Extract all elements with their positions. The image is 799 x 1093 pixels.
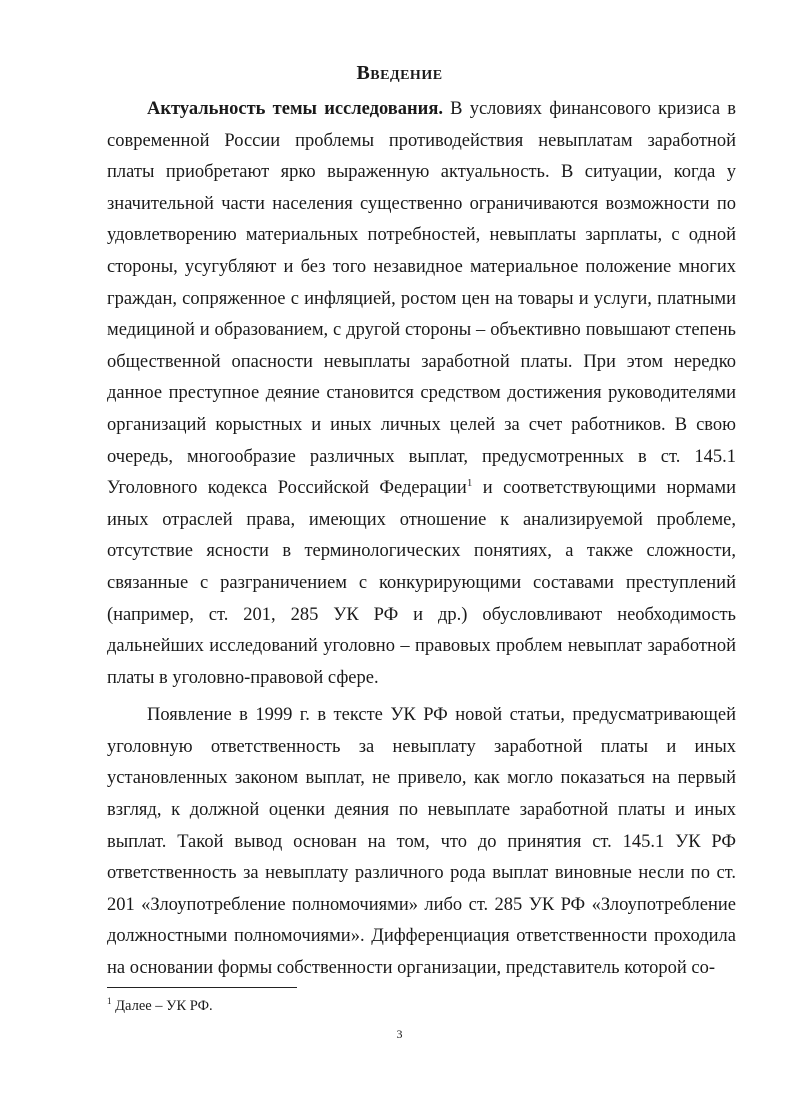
footnote-reference: 1 [466,476,473,489]
paragraph-text-part1: В условиях финансового кризиса в современной России проблемы противодействия невыплатам заработной платы приобретают ярко выраженную актуальность. В ситуации, когда у значительной части населения существенно ограничиваются возможности по удовлетворению материальных потребностей, невыплаты зарплаты, с одной стороны, усугубляют и без того незавидное материальное положение многих граждан, сопряженное с инфляцией, ростом цен на товары и услуги, платными медициной и образованием, с другой стороны – объективно повышают степень общественной опасности невыплаты заработной платы. При этом нередко данное преступное деяние становится средством достижения руководителями организаций корыстных и иных личных целей за счет работников. В свою очередь, многообразие различных выплат, предусмотренных в ст. 145.1 Уголовного кодекса Российской Федерации [107,99,736,499]
page-title: Введение [356,62,443,84]
footnote [107,997,213,1015]
paragraph-lead: Актуальность темы исследования. [147,99,443,119]
main-text [107,94,736,985]
paragraph-relevance [107,94,736,694]
paragraph-text-part2: и соответствующими нормами иных отраслей права, имеющих отношение к анализируемой проблеме, отсутствие ясности в терминологических понятиях, а также сложности, связанные с разграничением с конкурирующими составами преступлений (например, ст. 201, 285 УК РФ и др.) обусловливают необходимость дальнейших исследований уголовно – правовых проблем невыплат заработной платы в уголовно-правовой сфере. [107,478,736,688]
footnote-divider [107,987,297,988]
paragraph-history: Появление в 1999 г. в тексте УК РФ новой статьи, предусматривающей уголовную ответственность за невыплату заработной платы и иных установленных законом выплат, не привело, как могло показаться на первый взгляд, к должной оценки деяния по невыплате заработной платы и иных выплат. Такой вывод основан на том, что до принятия ст. 145.1 УК РФ ответственность за невыплату различного рода выплат виновные несли по ст. 201 «Злоупотребление полномочиями» либо ст. 285 УК РФ «Злоупотребление должностными полномочиями». Дифференциация ответственности проходила на основании формы собственности организации, представитель которой со- [107,705,736,979]
footnote-text: Далее – УК РФ. [111,998,213,1014]
footnote-marker: 1 [107,996,112,1007]
page-number: 3 [396,1027,403,1041]
